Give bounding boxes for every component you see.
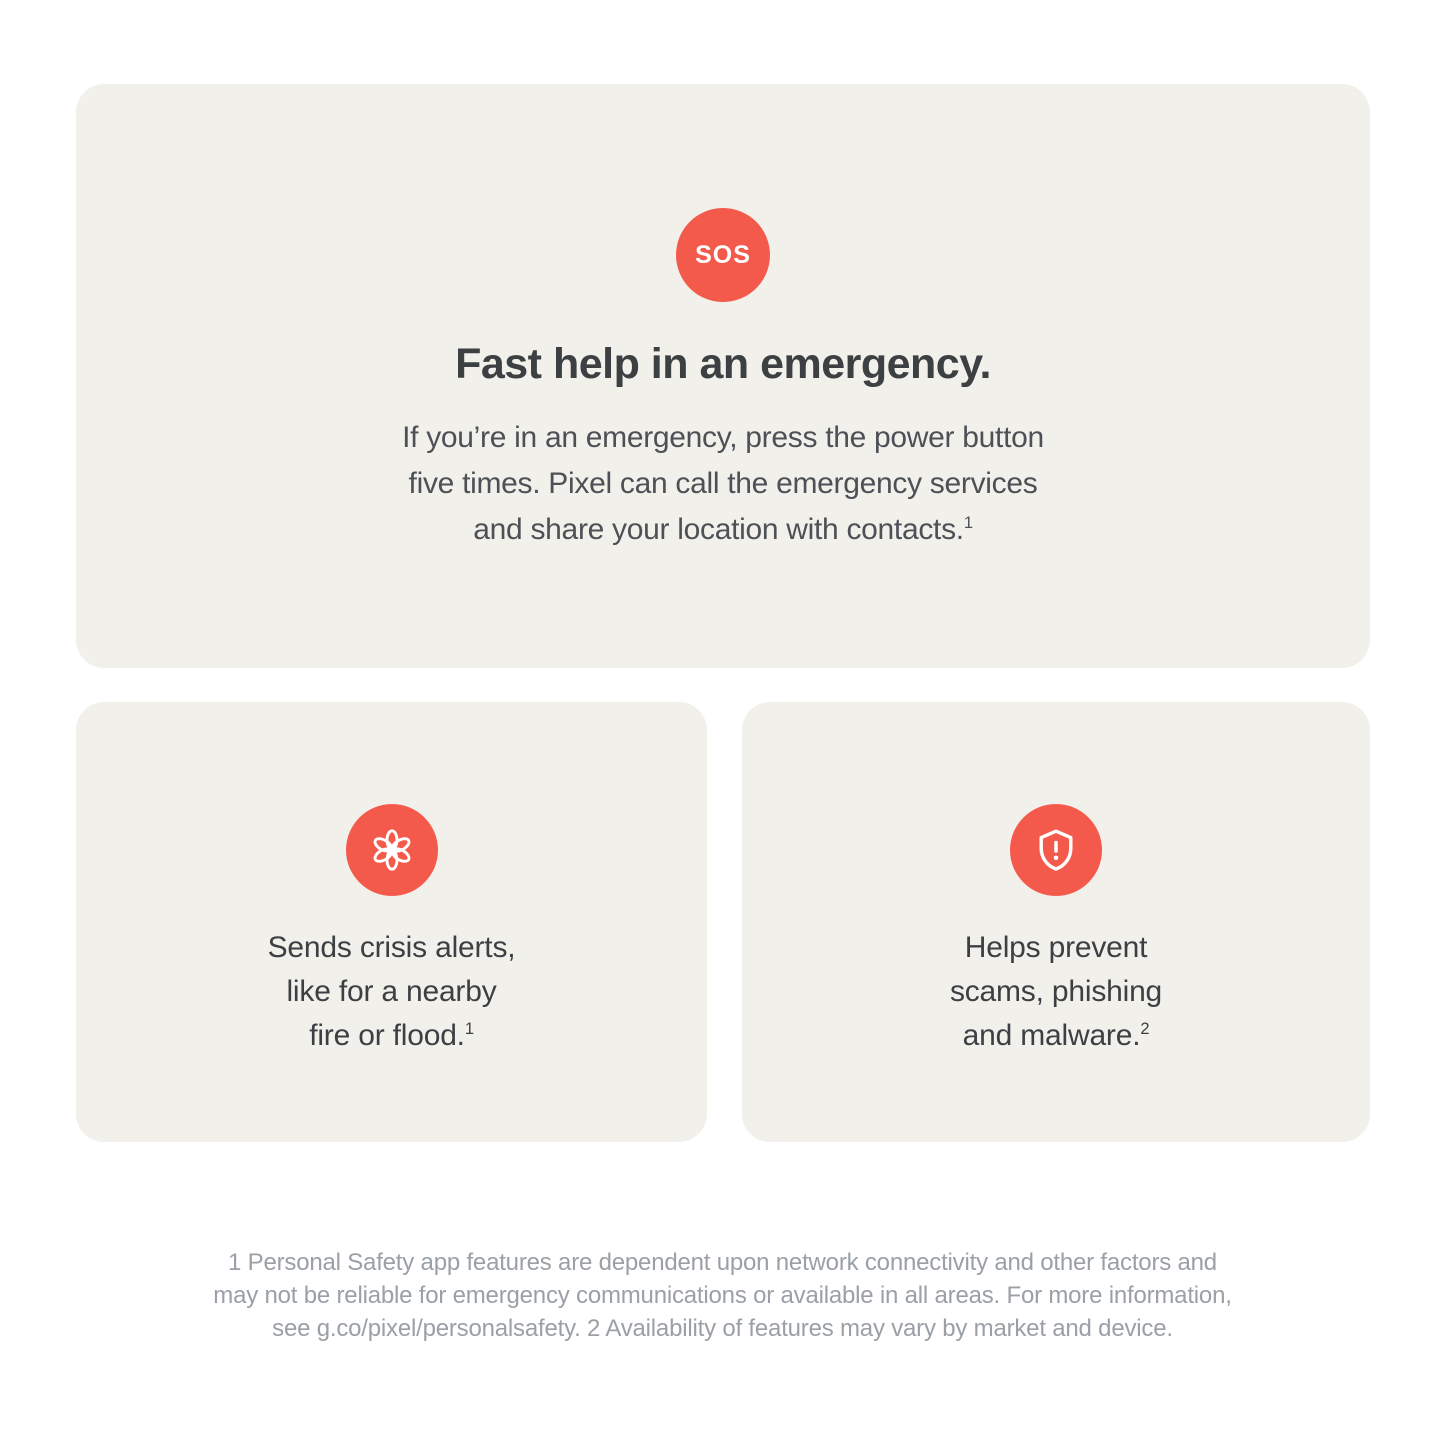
scam-protection-text [742,926,1370,1058]
sos-icon-label: SOS [695,240,751,269]
footnote-line-2: may not be reliable for emergency communications or available in all areas. For more information, [213,1282,1232,1309]
hero-body-line-3: and share your location with contacts. [473,513,964,546]
hero-title: Fast help in an emergency. [455,340,991,388]
sos-icon [676,208,770,302]
scam-protection-line-2: scams, phishing [949,975,1163,1008]
crisis-alerts-footnote-marker: 1 [464,1020,474,1038]
crisis-alerts-card [76,702,707,1142]
footnote-line-3: see g.co/pixel/personalsafety. 2 Availability of features may vary by market and device. [272,1315,1173,1342]
hero-body [76,415,1370,553]
shield-alert-icon [1010,804,1102,896]
scam-protection-footnote-marker: 2 [1140,1020,1150,1038]
scam-protection-card [742,702,1370,1142]
crisis-alerts-text [76,926,707,1058]
crisis-alert-asterisk-glyph [369,827,415,873]
crisis-alerts-line-3: fire or flood. [309,1019,465,1052]
hero-body-footnote-marker: 1 [963,514,973,532]
shield-exclamation-glyph [1032,826,1080,874]
legal-footnote [0,1246,1445,1345]
footnote-line-1: 1 Personal Safety app features are dependent upon network connectivity and other factors and [228,1249,1217,1276]
crisis-alert-icon [346,804,438,896]
crisis-alerts-line-1: Sends crisis alerts, [267,931,516,964]
scam-protection-line-3: and malware. [962,1019,1141,1052]
emergency-hero-card [76,84,1370,668]
crisis-alerts-line-2: like for a nearby [286,975,497,1008]
scam-protection-line-1: Helps prevent [964,931,1148,964]
hero-body-line-1: If you’re in an emergency, press the power button [402,421,1044,454]
hero-body-line-2: five times. Pixel can call the emergency services [408,467,1038,500]
